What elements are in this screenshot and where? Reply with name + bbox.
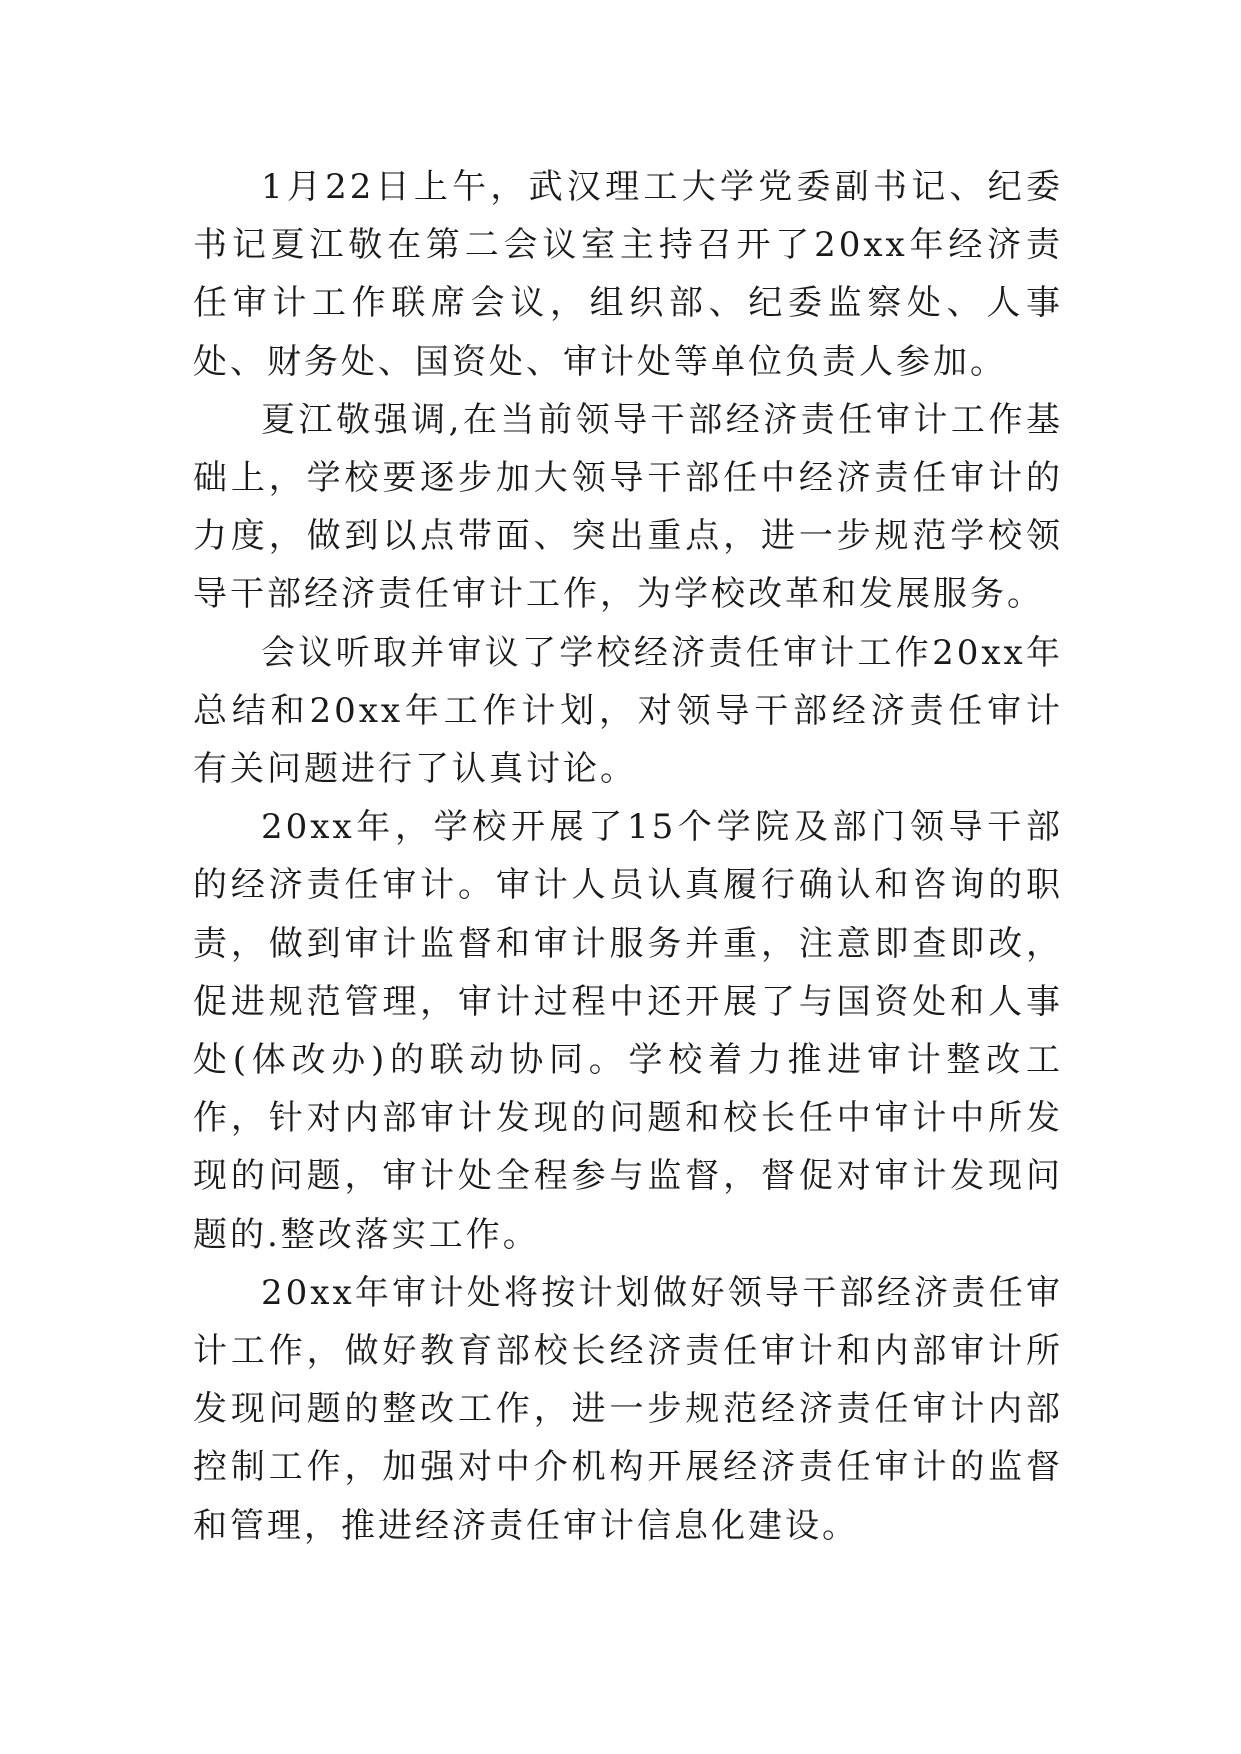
document-body <box>193 158 1063 1555</box>
paragraph-4: 20xx年，学校开展了15个学院及部门领导干部的经济责任审计。审计人员认真履行确认和咨询的职责，做到审计监督和审计服务并重，注意即查即改，促进规范管理，审计过程中还开展了与国资处和人事处(体改办)的联动协同。学校着力推进审计整改工作，针对内部审计发现的问题和校长任中审计中所发现的问题，审计处全程参与监督，督促对审计发现问题的.整改落实工作。 <box>193 807 1063 1255</box>
paragraph-1: 1月22日上午，武汉理工大学党委副书记、纪委书记夏江敬在第二会议室主持召开了20xx年经济责任审计工作联席会议，组织部、纪委监察处、人事处、财务处、国资处、审计处等单位负责人参加。 <box>193 167 1063 382</box>
paragraph-2: 夏江敬强调,在当前领导干部经济责任审计工作基础上，学校要逐步加大领导干部任中经济责任审计的力度，做到以点带面、突出重点，进一步规范学校领导干部经济责任审计工作，为学校改革和发展服务。 <box>193 399 1063 615</box>
paragraph-3: 会议听取并审议了学校经济责任审计工作20xx年总结和20xx年工作计划，对领导干部经济责任审计有关问题进行了认真讨论。 <box>193 632 1063 790</box>
paragraph-5: 20xx年审计处将按计划做好领导干部经济责任审计工作，做好教育部校长经济责任审计和内部审计所发现问题的整改工作，进一步规范经济责任审计内部控制工作，加强对中介机构开展经济责任审计的监督和管理，推进经济责任审计信息化建设。 <box>193 1272 1063 1546</box>
